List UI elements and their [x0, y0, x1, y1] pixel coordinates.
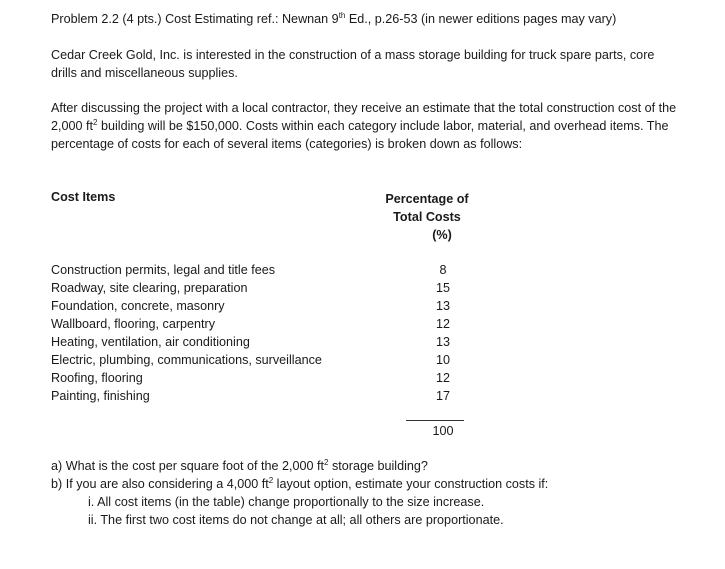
- problem-header: Problem 2.2 (4 pts.) Cost Estimating ref.: Newnan 9th Ed., p.26-53 (in newer editions pages may vary): [51, 10, 617, 26]
- percentage-value: 15: [435, 281, 450, 295]
- percentage-value: 8: [439, 263, 447, 277]
- cost-item: Painting, finishing: [51, 389, 150, 403]
- percentage-header-line2: Total Costs: [393, 210, 461, 224]
- cost-item: Heating, ventilation, air conditioning: [51, 335, 250, 349]
- cost-item: Roadway, site clearing, preparation: [51, 281, 248, 295]
- intro-paragraph: Cedar Creek Gold, Inc. is interested in the construction of a mass storage building for truck spare parts, core drills and miscellaneous supplies.: [51, 48, 655, 80]
- percentage-value: 13: [435, 335, 450, 349]
- edition-superscript: th: [338, 10, 346, 20]
- cost-item: Wallboard, flooring, carpentry: [51, 317, 216, 331]
- subitem-i: i. All cost items (in the table) change proportionally to the size increase.: [88, 495, 485, 509]
- percentage-header-line1: Percentage of: [385, 192, 469, 206]
- squared-superscript: 2: [93, 117, 98, 127]
- percentage-value: 12: [435, 317, 450, 331]
- cost-item: Roofing, flooring: [51, 371, 143, 385]
- cost-items-list: [51, 261, 322, 405]
- cost-item: Foundation, concrete, masonry: [51, 299, 225, 313]
- cost-items-header: Cost Items: [51, 190, 116, 204]
- squared-superscript: 2: [268, 475, 274, 485]
- percentage-header-line3: (%): [432, 228, 452, 242]
- squared-superscript: 2: [324, 457, 329, 467]
- estimate-paragraph: After discussing the project with a local contractor, they receive an estimate that the total construction cost of the 2,000 $ft^2$ building will be $150,000. Costs within each category include labor, material, and overhead items. The percentage of costs for each of several items (categories) is broken down as follows:: [51, 101, 677, 151]
- percentage-header: [371, 190, 483, 244]
- percentage-value: 17: [435, 389, 450, 403]
- total-divider: [406, 420, 464, 421]
- question-a: a) What is the cost per square foot of the 2,000 $ft^2$ storage building?: [51, 457, 428, 473]
- percentage-value: 12: [435, 371, 450, 385]
- question-b-subitems: [88, 493, 504, 529]
- subitem-ii: ii. The first two cost items do not change at all; all others are proportionate.: [88, 513, 504, 527]
- percentage-value: 13: [435, 299, 450, 313]
- total-percentage: 100: [432, 424, 454, 438]
- percentage-list: [406, 261, 480, 405]
- percentage-value: 10: [435, 353, 450, 367]
- cost-item: Electric, plumbing, communications, surveillance: [51, 353, 322, 367]
- cost-item: Construction permits, legal and title fees: [51, 263, 276, 277]
- question-b: b) If you are also considering a 4,000 $ft^2$ layout option, estimate your construction costs if:: [51, 475, 549, 491]
